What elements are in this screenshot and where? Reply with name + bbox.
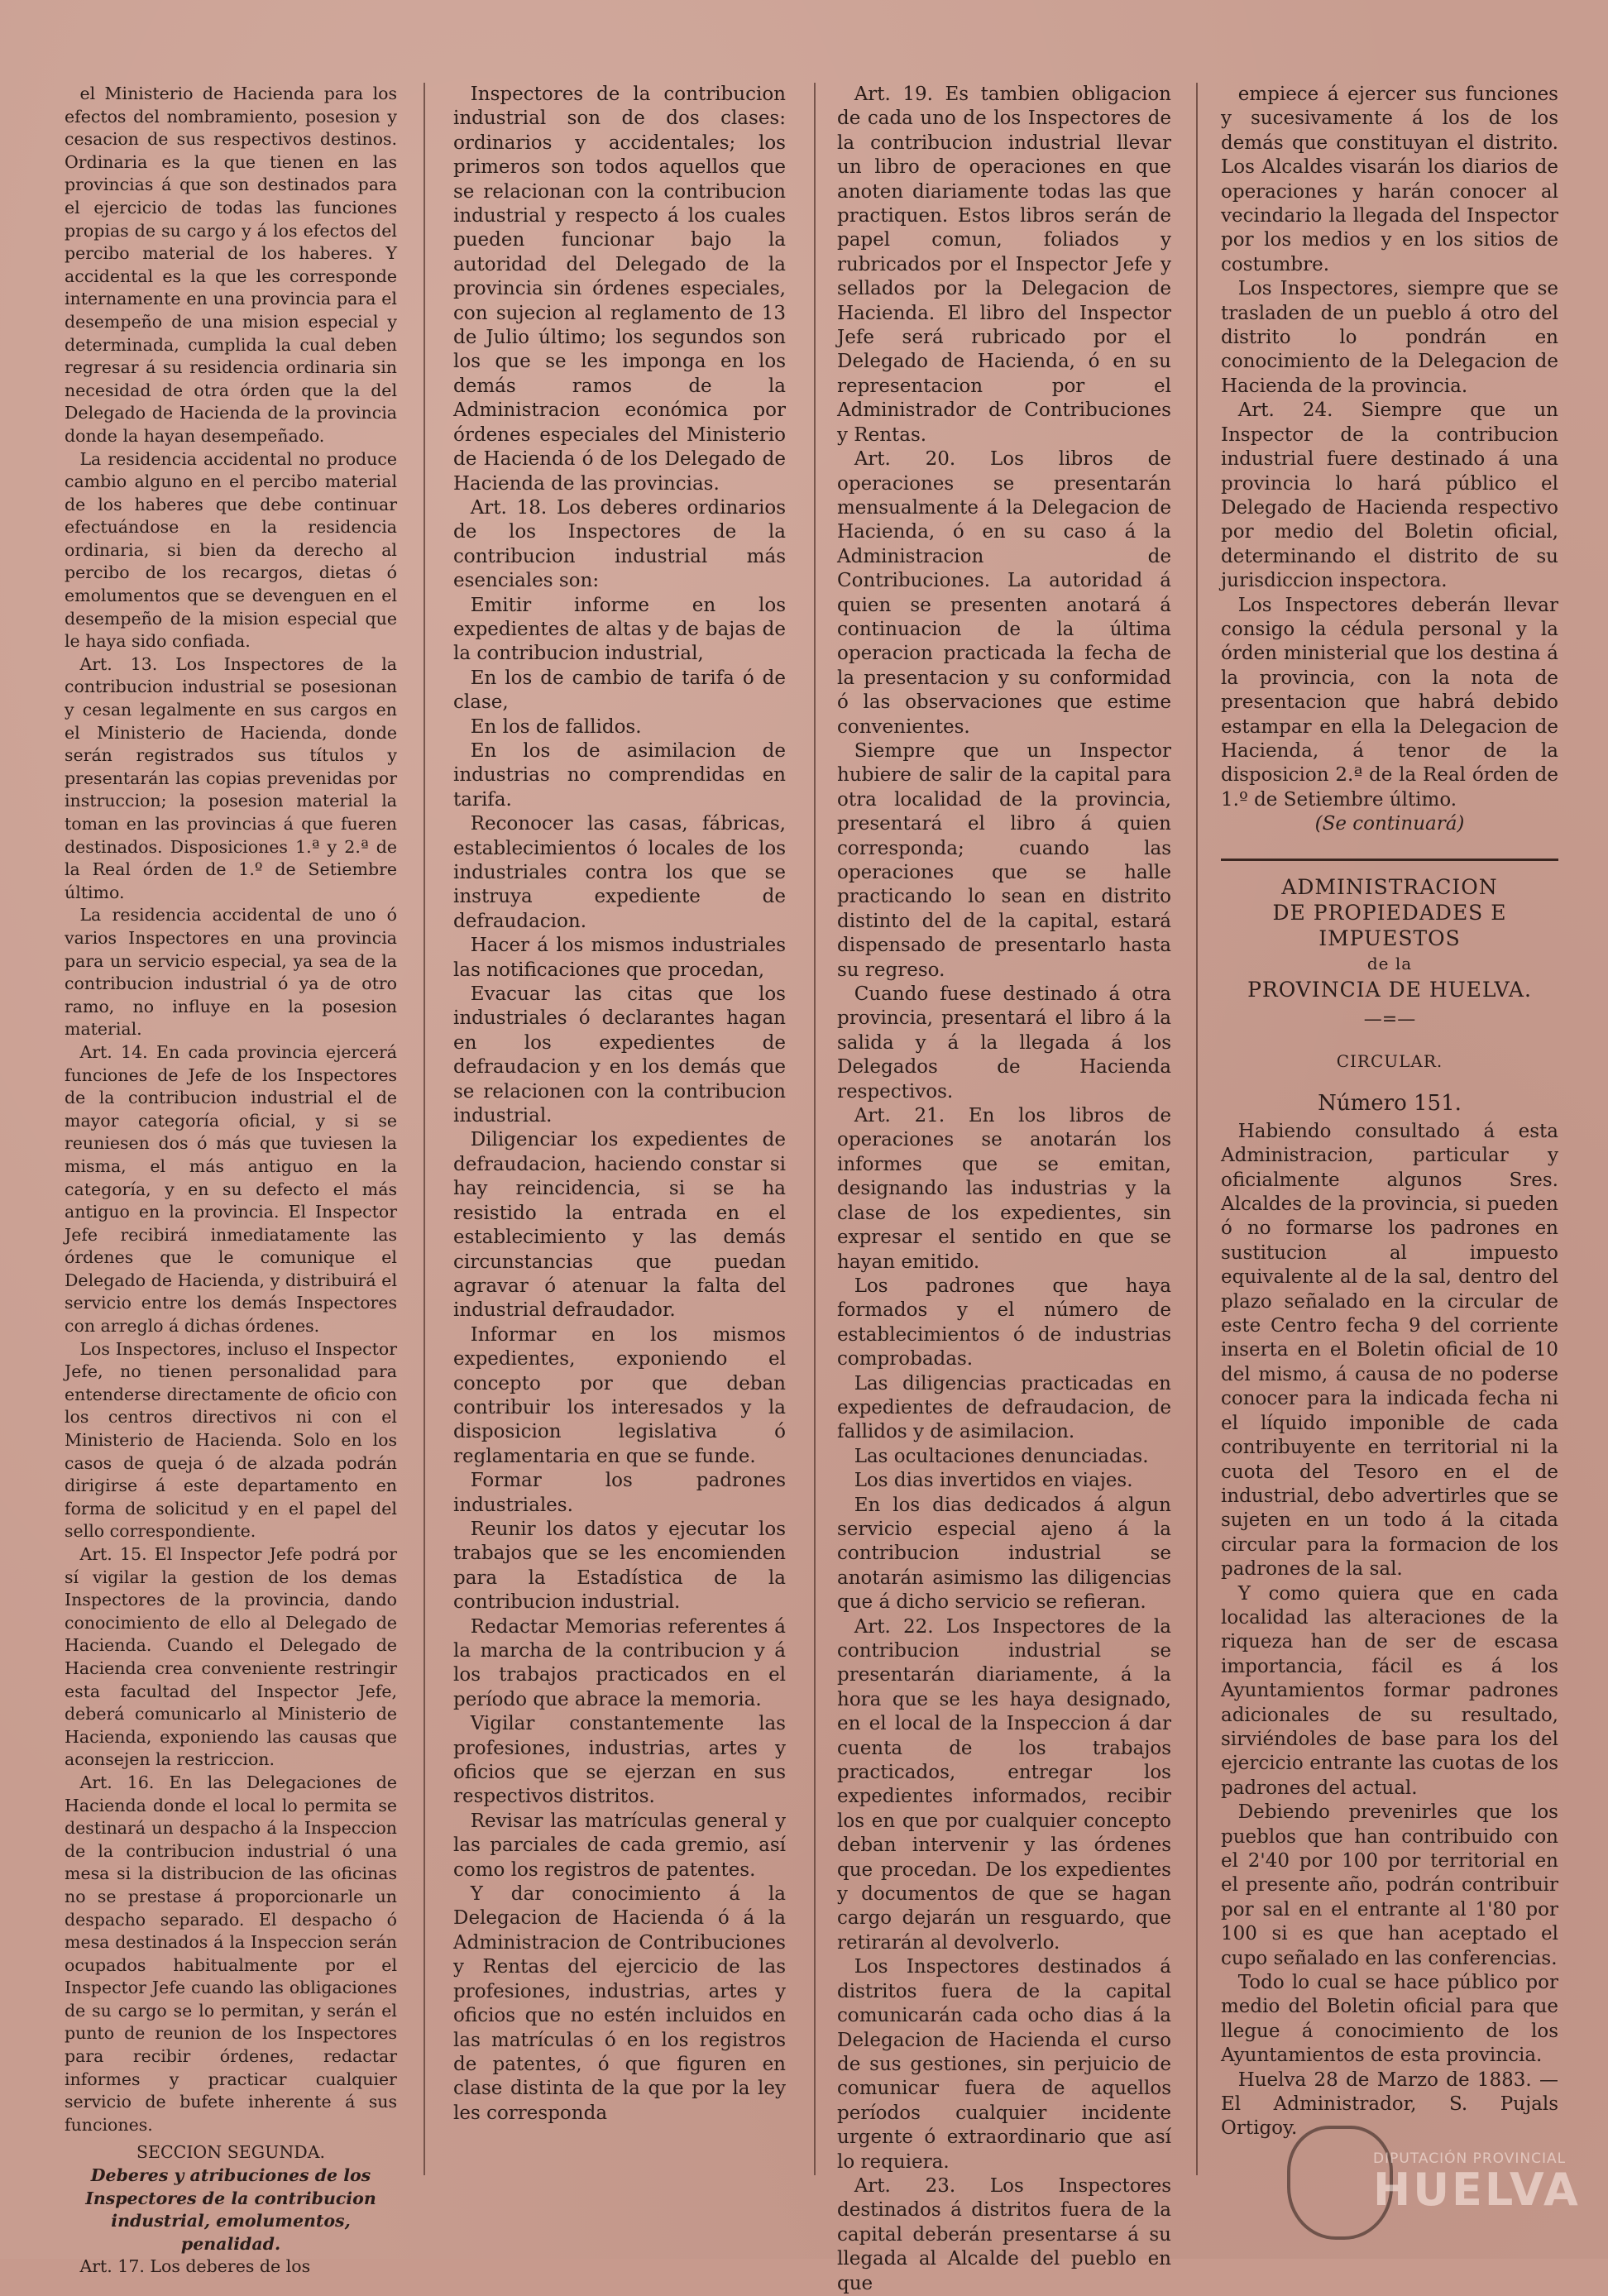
paragraph: Art. 22. Los Inspectores de la contribucion industrial se presentarán diariamente, á la hora que se les haya designado, en el local de la Inspeccion á dar cuenta de los trabajos practicados, entregar los expedientes informados, recibir los en que por cualquier concepto deban intervenir y las órdenes que procedan. De los expedientes y documentos de que se hagan cargo dejarán un resguardo, que retirarán al devolverlo. <box>837 1615 1171 1954</box>
paragraph: Informar en los mismos expedientes, exponiendo el concepto por que deban contribuir los interesados y la disposicion legislativa ó reglamentaria en que se funde. <box>453 1323 786 1467</box>
column-1 <box>65 83 397 2279</box>
paragraph: Art. 13. Los Inspectores de la contribucion industrial se posesionan y cesan legalmente en sus cargos en el Ministerio de Hacienda, donde serán registrados sus títulos y presentarán las copias prevenidas por instruccion; la posesion material la toman en las provincias á que fueren destinados. Disposiciones 1.ª y 2.ª de la Real órden de 1.º de Setiembre último. <box>65 653 397 902</box>
paragraph: En los de asimilacion de industrias no comprendidas en tarifa. <box>453 739 786 811</box>
paragraph: Y dar conocimiento á la Delegacion de Hacienda ó á la Administracion de Contribuciones y Rentas del ejercicio de las profesiones, industrias, artes y oficios que no estén incluidos en las matrículas ó en los registros de patentes, ó que figuren en clase distinta de la que por la ley les corresponda <box>453 1883 786 2124</box>
paragraph: En los de cambio de tarifa ó de clase, <box>453 667 786 714</box>
paragraph: Cuando fuese destinado á otra provincia, presentará el libro á la salida y á la llegada á los Delegados de Hacienda respectivos. <box>837 983 1171 1103</box>
paragraph: Art. 19. Es tambien obligacion de cada uno de los Inspectores de la contribucion industrial llevar un libro de operaciones en que anoten diariamente todas las que practiquen. Estos libros serán de papel comun, foliados y rubricados por el Inspector Jefe y sellados por la Delegacion de Hacienda. El libro del Inspector Jefe será rubricado por el Delegado de Hacienda, ó en su representacion por el Administrador de Contribuciones y Rentas. <box>837 84 1171 446</box>
section-subheading: Deberes y atribuciones de los Inspectores de la contribucion industrial, emolumentos, penalidad. <box>85 2165 376 2254</box>
column-4 <box>1221 83 1558 2141</box>
admin-heading-line: DE PROPIEDADES E IMPUESTOS <box>1272 900 1507 950</box>
archive-watermark <box>1373 2150 1581 2216</box>
continued-note: (Se continuará) <box>1314 813 1465 835</box>
paragraph: La residencia accidental no produce cambio alguno en el percibo material de los haberes que debe continuar efectuándose en la residencia ordinaria, si bien da derecho al percibo de los recargos, dietas ó emolumentos que se devenguen en el desempeño de la mision especial que le haya sido confiada. <box>65 448 397 652</box>
paragraph: Los Inspectores, siempre que se trasladen de un pueblo á otro del distrito lo pondrán en conocimiento de la Delegacion de Hacienda de la provincia. <box>1221 278 1558 397</box>
admin-heading-line: de la <box>1366 953 1413 973</box>
paragraph: Art. 24. Siempre que un Inspector de la contribucion industrial fuere destinado á una provincia lo hará público el Delegado de Hacienda respectivo por medio del Boletin oficial, determinando el distrito de su jurisdiccion inspectora. <box>1221 399 1558 592</box>
section-heading: SECCION SEGUNDA. <box>136 2142 326 2163</box>
paragraph: Revisar las matrículas general y las parciales de cada gremio, así como los registros de patentes. <box>453 1810 786 1881</box>
paragraph: Art. 15. El Inspector Jefe podrá por sí vigilar la gestion de los demas Inspectores de la provincia, dando conocimiento de ello al Delegado de Hacienda. Cuando el Delegado de Hacienda crea conveniente restringir esta facultad del Inspector Jefe, deberá comunicarlo al Ministerio de Hacienda, exponiendo las causas que aconsejen la restriccion. <box>65 1544 397 1770</box>
column-rule <box>424 83 425 2175</box>
column-2 <box>453 83 786 2126</box>
paragraph: Art. 23. Los Inspectores destinados á distritos fuera de la capital deberán presentarse á su llegada al Alcalde del pueblo en que <box>837 2174 1171 2294</box>
paragraph: Redactar Memorias referentes á la marcha de la contribucion y á los trabajos practicados en el período que abrace la memoria. <box>453 1615 786 1710</box>
column-3 <box>837 83 1171 2296</box>
paragraph: En los dias dedicados á algun servicio especial ajeno á la contribucion industrial se anotarán asimismo las diligencias que á dicho servicio se refieran. <box>837 1494 1171 1614</box>
paragraph: Las ocultaciones denunciadas. <box>854 1445 1149 1467</box>
paragraph: Emitir informe en los expedientes de altas y de bajas de la contribucion industrial, <box>453 594 786 665</box>
paragraph: Hacer á los mismos industriales las notificaciones que procedan, <box>453 935 786 981</box>
paragraph: Y como quiera que en cada localidad las alteraciones de la riqueza han de ser de escasa importancia, fácil es á los Ayuntamientos formar padrones adicionales de su resultado, sirviéndoles de base para los del ejercicio entrante las cuotas de los padrones del actual. <box>1221 1582 1558 1799</box>
paragraph: Art. 21. En los libros de operaciones se anotarán los informes que se emitan, designando las industrias y la clase de los expedientes, sin expresar el sentido en que se hayan emitido. <box>837 1105 1171 1273</box>
divider <box>1221 859 1558 861</box>
paragraph: Art. 16. En las Delegaciones de Hacienda donde el local lo permita se destinará un despacho á la Inspeccion de la contribucion industrial ó una mesa si la distribucion de las oficinas no se prestase á proporcionarle un despacho separado. El despacho ó mesa destinados á la Inspeccion serán ocupados habitualmente por el Inspector Jefe cuando las obligaciones de su cargo se lo permitan, y serán el punto de reunion de los Inspectores para recibir órdenes, redactar informes y practicar cualquier servicio de bufete inherente á sus funciones. <box>65 1772 397 2135</box>
column-rule <box>1196 83 1198 2175</box>
paragraph: Vigilar constantemente las profesiones, industrias, artes y oficios que se ejerzan en sus respectivos distritos. <box>453 1713 786 1808</box>
admin-heading-line: PROVINCIA DE HUELVA. <box>1247 977 1532 1002</box>
paragraph: Todo lo cual se hace público por medio del Boletin oficial para que llegue á conocimiento de los Ayuntamientos de esta provincia. <box>1221 1972 1558 2067</box>
paragraph: Art. 17. Los deberes de los <box>79 2256 311 2277</box>
paragraph: Los dias invertidos en viajes. <box>854 1470 1133 1492</box>
paragraph: Los Inspectores destinados á distritos fuera de la capital comunicarán cada ocho dias á la Delegacion de Hacienda el curso de sus gestiones, sin perjuicio de comunicar fuera de aquellos períodos cualquier incidente urgente ó extraordinario que así lo requiera. <box>837 1956 1171 2173</box>
paragraph: el Ministerio de Hacienda para los efectos del nombramiento, posesion y cesacion de sus respectivos destinos. Ordinaria es la que tienen en las provincias á que son destinados para el ejercicio de todas las funciones propias de su cargo y á los efectos del percibo material de los haberes. Y accidental es la que les corresponde internamente en una provincia para el desempeño de una mision especial y determinada, cumplida la cual deben regresar á su residencia ordinaria sin necesidad de otra órden que la del Delegado de Hacienda de la provincia donde la hayan desempeñado. <box>65 84 397 446</box>
paragraph: Formar los padrones industriales. <box>453 1470 786 1516</box>
signature-line: Huelva 28 de Marzo de 1883. —El Administrador, S. Pujals Ortigoy. <box>1221 2069 1558 2140</box>
circular-number: Número 151. <box>1318 1091 1462 1117</box>
paragraph: Los padrones que haya formados y el número de establecimientos ó de industrias comprobadas. <box>837 1275 1171 1370</box>
paragraph: Inspectores de la contribucion industrial son de dos clases: ordinarios y accidentales; los primeros son todos aquellos que se relacionan con la contribucion industrial y respecto á los cuales pueden funcionar bajo la autoridad del Delegado de la provincia sin órdenes especiales, con sujecion al reglamento de 13 de Julio último; los segundos son los que se les imponga en los demás ramos de la Administracion económica por órdenes especiales del Ministerio de Hacienda ó de los Delegado de Hacienda de las provincias. <box>453 84 786 495</box>
watermark-big: HUELVA <box>1373 2164 1581 2216</box>
paragraph: Habiendo consultado á esta Administracion, particular y oficialmente algunos Sres. Alcaldes de la provincia, si pueden ó no formarse los padrones en sustitucion al impuesto equivalente al de la sal, dentro del plazo señalado en la circular de este Centro fecha 9 del corriente inserta en el Boletin oficial de 10 del mismo, á causa de no poderse conocer para la indicada fecha ni el líquido imponible de cada contribuyente en territorial ni la cuota del Tesoro en el de industrial, debo advertirles que se sujeten en un todo á la citada circular para la formacion de los padrones de la sal. <box>1221 1120 1558 1581</box>
column-rule <box>814 83 816 2175</box>
admin-heading <box>1221 874 1558 1002</box>
admin-heading-line: ADMINISTRACION <box>1281 874 1498 899</box>
paragraph: Los Inspectores, incluso el Inspector Jefe, no tienen personalidad para entenderse directamente de oficio con los centros directivos ni con el Ministerio de Hacienda. Solo en los casos de queja ó de alzada podrán dirigirse á este departamento en forma de solicitud y en el papel del sello correspondiente. <box>65 1338 397 1542</box>
paragraph: La residencia accidental de uno ó varios Inspectores en una provincia para un servicio especial, ya sea de la contribucion industrial ó ya de otro ramo, no influye en la posesion material. <box>65 905 397 1040</box>
paragraph: Art. 14. En cada provincia ejercerá funciones de Jefe de los Inspectores de la contribucion industrial el de mayor categoría oficial, y si se reuniesen dos ó más que tuviesen la misma, el más antiguo en la categoría, y en su defecto el más antiguo en la provincia. El Inspector Jefe recibirá inmediatamente las órdenes que le comunique el Delegado de Hacienda, y distribuirá el servicio entre los demás Inspectores con arreglo á dichas órdenes. <box>65 1041 397 1337</box>
paragraph: Diligenciar los expedientes de defraudacion, haciendo constar si hay reincidencia, si se ha resistido la entrada en el establecimiento y las demás circunstancias que puedan agravar ó atenuar la falta del industrial defraudador. <box>453 1129 786 1322</box>
paragraph: En los de fallidos. <box>470 715 642 738</box>
paragraph: Los Inspectores deberán llevar consigo la cédula personal y la órden ministerial que los destina á la provincia, con la nota de presentacion que habrá debido estampar en ella la Delegacion de Hacienda, á tenor de la disposicion 2.ª de la Real órden de 1.º de Setiembre último. <box>1221 594 1558 811</box>
paragraph: Debiendo prevenirles que los pueblos que han contribuido con el 2'40 por 100 por territorial en el presente año, podrán contribuir por sal en el entrante al 1'80 por 100 si es que han aceptado el cupo señalado en las conferencias. <box>1221 1801 1558 1969</box>
paragraph: Reconocer las casas, fábricas, establecimientos ó locales de los industriales contra los que se instruya expediente de defraudacion. <box>453 813 786 932</box>
ornament-dash: —=— <box>1363 1008 1416 1030</box>
paragraph: Las diligencias practicadas en expedientes de defraudacion, de fallidos y de asimilacion. <box>837 1372 1171 1443</box>
circular-label: CIRCULAR. <box>1336 1051 1443 1071</box>
paragraph: Art. 18. Los deberes ordinarios de los Inspectores de la contribucion industrial más esenciales son: <box>453 496 786 592</box>
paragraph: Evacuar las citas que los industriales ó declarantes hagan en los expedientes de defraudacion y en los demás que se relacionen con la contribucion industrial. <box>453 983 786 1127</box>
paragraph: Reunir los datos y ejecutar los trabajos que se les encomienden para la Estadística de la contribucion industrial. <box>453 1518 786 1614</box>
watermark-small: DIPUTACIÓN PROVINCIAL <box>1373 2150 1567 2167</box>
paragraph: Siempre que un Inspector hubiere de salir de la capital para otra localidad de la provincia, presentará el libro á quien corresponda; cuando las operaciones que se halle practicando lo sean en distrito distinto del de la capital, estará dispensado de presentarlo hasta su regreso. <box>837 739 1171 981</box>
paragraph: empiece á ejercer sus funciones y sucesivamente á los de los demás que constituyan el distrito. Los Alcaldes visarán los diarios de operaciones y harán conocer al vecindario la llegada del Inspector por los medios y en los sitios de costumbre. <box>1221 84 1558 275</box>
paragraph: Art. 20. Los libros de operaciones se presentarán mensualmente á la Delegacion de Hacienda, ó en su caso á la Administracion de Contribuciones. La autoridad á quien se presenten anotará á continuacion de la última operacion practicada la fecha de la presentacion y su conformidad ó las observaciones que estime convenientes. <box>837 448 1171 738</box>
